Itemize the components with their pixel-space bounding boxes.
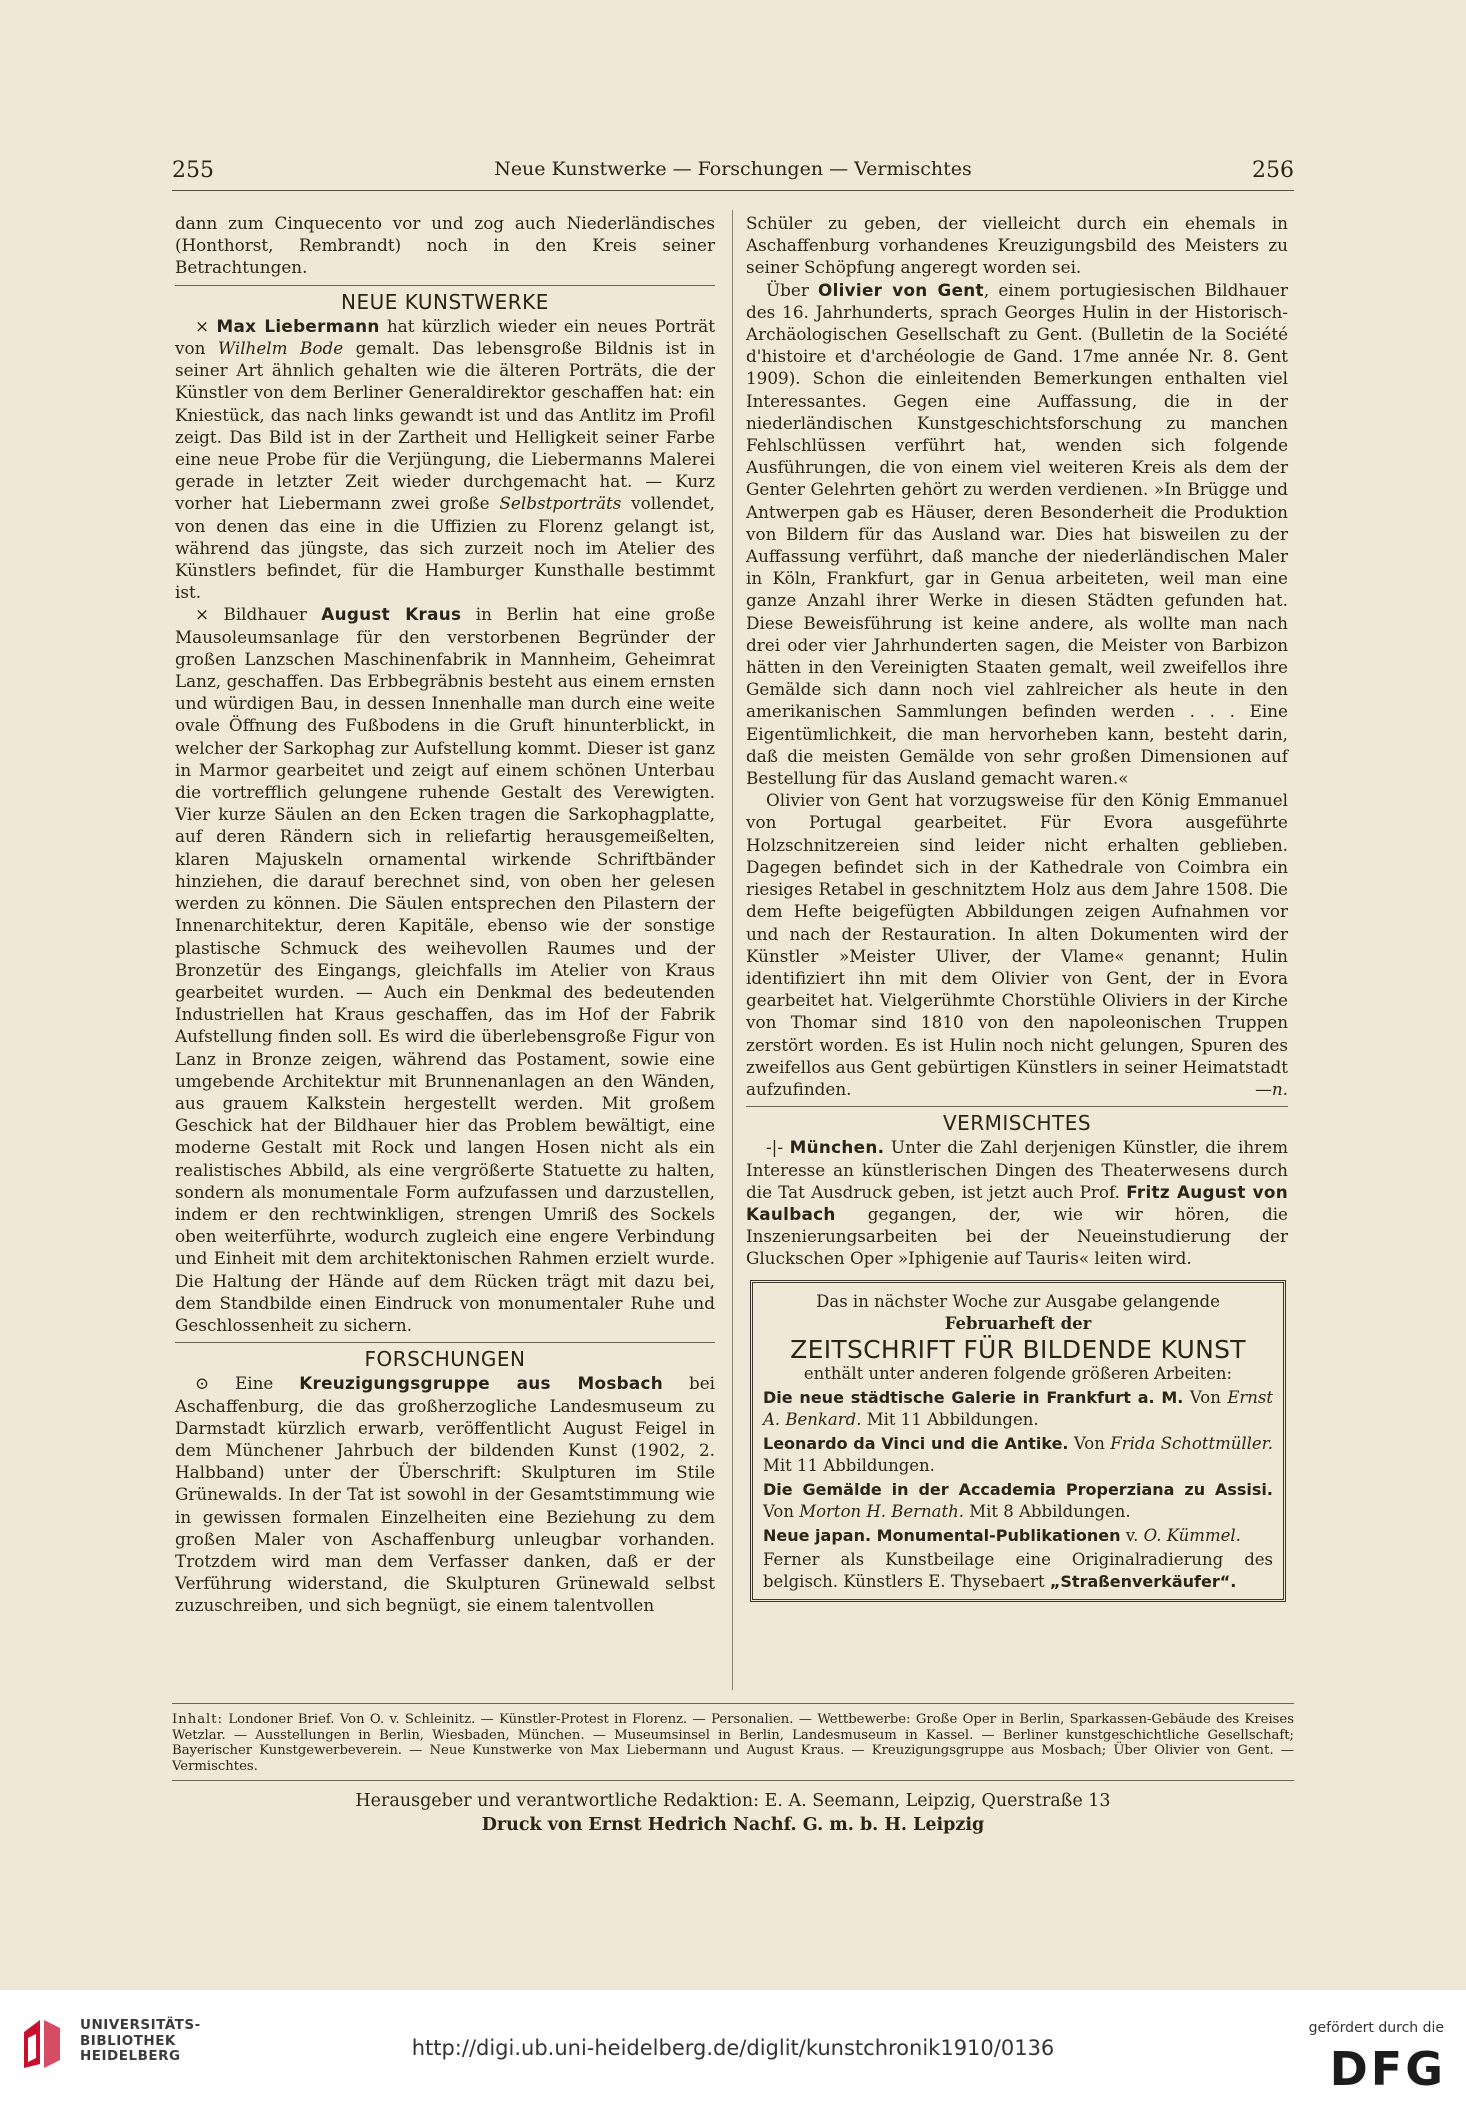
header-rule — [172, 190, 1294, 191]
text-span: Neue japan. Monumental-Publikationen — [763, 1525, 1121, 1545]
ad-item — [763, 1525, 1273, 1547]
section-rule — [175, 1342, 715, 1343]
imprint-editor: Herausgeber und verantwortliche Redaktion: E. A. Seemann, Leipzig, Querstraße 13 — [355, 1791, 1111, 1811]
text-span: Unter die Zahl derjenigen Künstler, die ihrem Interesse an künstlerischen Dingen des Theaterwesens durch die Tat Ausdruck geben, ist jetzt auch Prof. — [746, 1137, 1288, 1202]
ad-supplement — [763, 1549, 1273, 1593]
name-bode: Wilhelm Bode — [217, 338, 344, 359]
text-span: UNIVERSITÄTS- — [80, 2017, 201, 2033]
footer-rule — [172, 1703, 1294, 1704]
section-heading-forschungen: FORSCHUNGEN — [364, 1347, 526, 1372]
text-span: Von — [1068, 1433, 1111, 1453]
intro-paragraph: dann zum Cinquecento vor und zog auch Niederländisches (Honthorst, Rembrandt) noch in den Kreis seiner Betrachtungen. — [175, 213, 715, 278]
name-olivier: Olivier von Gent — [818, 279, 984, 300]
paragraph-kraus — [175, 603, 715, 1336]
name-kaulbach: Fritz August von Kaulbach — [746, 1181, 1288, 1224]
paragraph-muenchen — [746, 1136, 1288, 1269]
plus-mark: -|- — [766, 1137, 783, 1158]
paragraph-mosbach — [175, 1372, 715, 1616]
text-span: in Berlin hat eine große Mausoleumsanlage für den verstorbenen Begründer der großen Lanzschen Maschinenfabrik in Mannheim, Geheimrat Lanz, geschaffen. Das Erbbegräbnis besteht aus einem ernsten und würdigen Bau, in dessen Innenhalle man durch eine weite ovale Öffnung des Fußbodens in die Gruft hinunterblickt, in welcher der Sarkophag zur Aufstellung kommt. Dieser ist ganz in Marmor gearbeitet und zeigt auf einem schönen Unterbau die vortrefflich gelungene ruhende Gestalt des Verewigten. Vier kurze Säulen an den Ecken tragen die Sarkophagplatte, auf deren Rändern sich in reliefartig herausgemeißelten, klaren Majuskeln ornamental wirkende Schriftbänder hinziehen, die darauf berechnet sind, von oben her gelesen werden zu können. Die Säulen entsprechen den Pilastern der Innenarchitektur, deren Kapitäle, ebenso wie der sonstige plastische Schmuck des weihevollen Raumes und der Bronzetür des Eingangs, gleichfalls im Atelier von Kraus gearbeitet wurden. — Auch ein Denkmal des bedeutenden Industriellen hat Kraus geschaffen, das im Hof der Fabrik Aufstellung finden soll. Es wird die überlebensgroße Figur von Lanz in Bronze zeigen, während das Postament, sowie eine umgebende Architektur mit Brunnenanlagen an den Wänden, aus grauem Kalkstein hergestellt werden. Mit großem Geschick hat der Bildhauer hier das Problem bewältigt, eine moderne Gestalt mit Rock und langen Hosen nicht als ein realistisches Abbild, als eine vergrößerte Statuette zu halten, sondern als monumentale Form aufzufassen und darzustellen, indem er den rechtwinkligen, strengen Umriß des Sockels oben weiterführte, wodurch zugleich eine engere Verbindung und Einheit mit dem architektonischen Rahmen erzielt wurde. Die Haltung der Hände auf dem Rücken trägt mit dazu bei, dem Standbilde einen Eindruck von monumentaler Ruhe und Geschlossenheit zu sichern. — [175, 604, 715, 1335]
left-column — [175, 212, 715, 1617]
text-span: Von — [763, 1501, 800, 1521]
text-span: Eine — [209, 1373, 300, 1394]
permalink-url[interactable]: http://digi.ub.uni-heidelberg.de/diglit/kunstchronik1910/0136 — [411, 2036, 1055, 2060]
author-signature: —n. — [1255, 1078, 1288, 1099]
ad-subline: enthält unter anderen folgende größeren Arbeiten: — [803, 1363, 1233, 1383]
text-span: vollendet, von denen das eine in die Uffizien zu Florenz gelangt ist, während das jüngste, das sich zurzeit noch im Atelier des Künstlers befindet, für die Hamburger Kunsthalle bestimmt ist. — [175, 493, 715, 603]
ad-item — [763, 1479, 1273, 1523]
text-span: Olivier von Gent hat vorzugsweise für den König Emmanuel von Portugal gearbeitet. Für Evora ausgeführte Holzschnitzereien sind leider nicht erhalten geblieben. Dagegen befindet sich in der Kathedrale von Coimbra ein riesiges Retabel in geschnitztem Holz aus dem Jahre 1508. Die dem Hefte beigefügten Abbildungen zeigen Aufnahmen vor und nach der Restauration. In alten Dokumenten wird der Künstler »Meister Uliver, der Vlame« genannt; Hulin identifiziert ihn mit dem Olivier von Gent, der in Evora gearbeitet hat. Vielgerühmte Chorstühle Oliviers in der Kirche von Thomar sind 1810 von den napoleonischen Truppen zerstört worden. Es ist Hulin noch nicht gelungen, Spuren des zweifellos aus Gent gebürtigen Künstlers in seiner Heimatstadt aufzufinden. — [746, 790, 1288, 1099]
text-span: „Straßenverkäufer“. — [1049, 1571, 1237, 1591]
text-span: Die neue städtische Galerie in Frankfurt a. M. — [763, 1387, 1184, 1407]
section-rule — [175, 285, 715, 286]
section-heading-vermischtes: VERMISCHTES — [942, 1111, 1092, 1136]
column-rule — [732, 210, 733, 1690]
table-of-contents — [172, 1712, 1294, 1774]
text-span: O. Kümmel. — [1143, 1525, 1241, 1545]
library-footer — [0, 1990, 1466, 2105]
text-span: Ferner als Kunstbeilage eine Originalradierung des belgisch. Künstlers E. Thysebaert — [763, 1549, 1273, 1591]
text-span: gegangen, der, wie wir hören, die Inszenierungsarbeiten bei der Neueinstudierung der Gluckschen Oper »Iphigenie auf Tauris« leiten wird. — [746, 1203, 1288, 1269]
running-title: Neue Kunstwerke — Forschungen — Vermischtes — [494, 158, 972, 180]
right-column — [746, 212, 1288, 1602]
text-span: Mit 11 Abbildungen. — [861, 1409, 1039, 1429]
text-span: hat kürzlich wieder ein neues Porträt von — [175, 315, 715, 359]
cross-mark: × — [195, 604, 210, 625]
circle-mark: ⊙ — [195, 1373, 210, 1394]
running-header — [172, 158, 1294, 190]
ad-item — [763, 1387, 1273, 1431]
imprint-rule — [172, 1780, 1294, 1781]
continuation-paragraph: Schüler zu geben, der vielleicht durch ein ehemals in Aschaffenburg vorhandenes Kreuzigungsbild des Meisters zu seiner Schöpfung angeregt worden sei. — [746, 213, 1288, 278]
text-span: Die Gemälde in der Accademia Properziana zu Assisi. — [763, 1479, 1273, 1499]
text-span: gemalt. Das lebensgroße Bildnis ist in seiner Art ähnlich gehalten wie die älteren Porträts, die der Künstler von dem Berliner Generaldirektor geschaffen hat: ein Kniestück, das nach links gewandt ist und das Antlitz im Profil zeigt. Das Bild ist in der Zartheit und Helligkeit seiner Farbe eine neue Probe für die Verjüngung, die Liebermanns Malerei gerade in letzter Zeit wieder durchgemacht hat. — Kurz vorher hat Liebermann zwei große — [175, 338, 715, 514]
ad-intro — [763, 1291, 1273, 1335]
ad-journal-title: ZEITSCHRIFT FÜR BILDENDE KUNST — [790, 1334, 1246, 1364]
text-span: HEIDELBERG — [80, 2048, 181, 2064]
page-number-right: 256 — [1252, 158, 1294, 183]
advertisement-box — [750, 1280, 1286, 1602]
text-span: BIBLIOTHEK — [80, 2032, 176, 2049]
contents-text: Londoner Brief. Von O. v. Schleinitz. — Künstler-Protest in Florenz. — Personalien. — Wettbewerbe: Große Oper in Berlin, Sparkassen-Gebäude des Kreises Wetzlar. — Ausstellungen in Berlin, Wiesbaden, München. — Museumsinsel in Berlin, Landesmuseum in Kassel. — Berliner kunstgeschichtliche Gesellschaft; Bayerischer Kunstgewerbeverein. — Neue Kunstwerke von Max Liebermann und August Kraus. — Kreuzigungsgruppe aus Mosbach; Über Olivier von Gent. — Vermischtes. — [172, 1712, 1294, 1774]
text-span: Mit 8 Abbildungen. — [964, 1501, 1131, 1521]
text-span: Das in nächster Woche zur Ausgabe gelangende — [816, 1291, 1220, 1311]
text-span: Über — [766, 279, 819, 300]
ad-item — [763, 1433, 1273, 1477]
text-span: Februarheft der — [944, 1313, 1092, 1333]
name-kreuzigungsgruppe: Kreuzigungsgruppe aus Mosbach — [299, 1373, 664, 1394]
text-span: v. — [1120, 1525, 1144, 1545]
text-span: Frida Schottmüller. — [1110, 1433, 1273, 1453]
name-kraus: August Kraus — [321, 604, 462, 625]
name-muenchen: München. — [789, 1137, 885, 1158]
paragraph-olivier-portugal — [746, 789, 1288, 1100]
text-span: Bildhauer — [209, 604, 322, 625]
section-rule — [746, 1106, 1288, 1107]
name-liebermann: Max Liebermann — [216, 315, 380, 336]
text-span: Mit 11 Abbildungen. — [763, 1455, 935, 1475]
contents-label: Inhalt: — [172, 1712, 224, 1727]
text-span: Von — [1183, 1387, 1228, 1407]
text-span: Morton H. Bernath. — [799, 1501, 964, 1521]
text-span: , einem portugiesischen Bildhauer des 16. Jahrhunderts, sprach Georges Hulin in der Historisch-Archäologischen Gesellschaft zu Gent. (Bulletin de la Société d'histoire et d'archéologie de Gand. 17me année Nr. 8. Gent 1909). Schon die einleitenden Bemerkungen enthalten viel Interessantes. Gegen eine Auffassung, die in der niederländischen Kunstgeschichtsforschung zu manchen Fehlschlüssen verführt hat, wenden sich folgende Ausführungen, die von einem viel weiteren Kreis als dem der Genter Gelehrten gehört zu werden verdienen. »In Brügge und Antwerpen gab es Häuser, deren Besonderheit die Produktion von Bildern für das Ausland war. Dies hat bisweilen zu der Auffassung verführt, daß manche der niederländischen Maler in Köln, Frankfurt, gar in Genua arbeiteten, weil man eine ganze Anzahl ihrer Werke in diesen Städten gefunden hat. Diese Beweisführung ist keine andere, als wollte man nach drei oder vier Jahrhunderten sagen, die Meister von Barbizon hätten in den Vereinigten Staaten gemalt, weil zweifellos ihre Gemälde sich dann noch viel zahlreicher als heute in den amerikanischen Sammlungen befinden werden . . . Eine Eigentümlichkeit, die man hervorheben kann, besteht darin, daß die meisten Gemälde von sehr großen Dimensionen auf Bestellung für das Ausland gemacht waren.« — [746, 279, 1288, 789]
text-span: Ernst A. Benkard. — [763, 1387, 1274, 1429]
paragraph-olivier — [746, 279, 1288, 790]
term-selbstportraets: Selbstporträts — [499, 493, 622, 514]
cross-mark: × — [195, 315, 210, 336]
funding-note: gefördert durch die — [1308, 2020, 1444, 2036]
imprint-printer: Druck von Ernst Hedrich Nachf. G. m. b. H. Leipzig — [481, 1815, 985, 1835]
paragraph-liebermann — [175, 315, 715, 604]
page-number-left: 255 — [172, 158, 214, 183]
text-span: bei Aschaffenburg, die das großherzogliche Landesmuseum zu Darmstadt kürzlich erwarb, veröffentlicht August Feigel in dem Münchener Jahrbuch der bildenden Kunst (1902, 2. Halbband) unter der Überschrift: Skulpturen im Stile Grünewalds. In der Tat ist sowohl in der Gesamtstimmung wie in gewissen formalen Einzelheiten eine Beziehung zu dem großen Maler von Aschaffenburg unleugbar vorhanden. Trotzdem wird man dem Verfasser danken, daß er der Verführung widerstand, die Skulpturen Grünewald selbst zuzuschreiben, und sich begnügt, sie einem talentvollen — [175, 1373, 715, 1616]
section-heading-neue-kunstwerke: NEUE KUNSTWERKE — [341, 289, 549, 314]
text-span: Leonardo da Vinci und die Antike. — [763, 1433, 1069, 1453]
dfg-logo: DFG — [1329, 2042, 1446, 2096]
